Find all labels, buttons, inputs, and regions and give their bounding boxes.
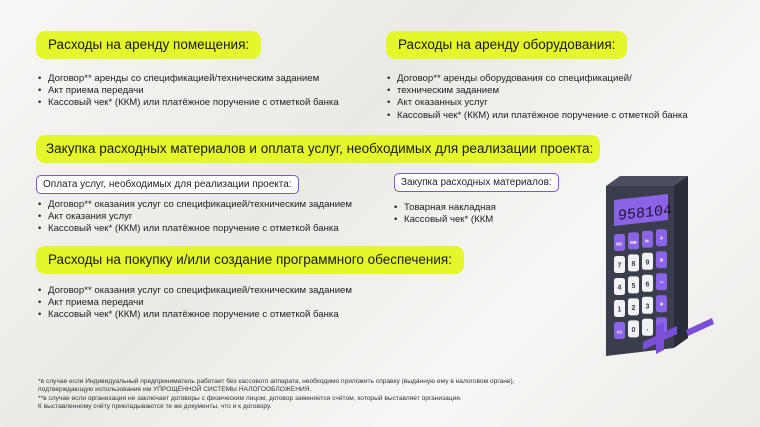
calculator-key-label: 3 — [645, 303, 650, 311]
list-item: • Акт приема передачи — [38, 85, 339, 97]
calculator-key-label: AC — [616, 329, 623, 335]
premises-title: Расходы на аренду помещения: — [36, 31, 261, 59]
list-item-continuation: • техническим заданием — [387, 85, 688, 97]
calculator-side — [674, 176, 688, 348]
calculator-key-label: . — [646, 325, 649, 333]
list-item: • Кассовый чек* (ККМ) или платёжное поручение с отметкой банка — [38, 309, 352, 321]
calculator-key-label: MR — [630, 239, 637, 245]
calculator-key-label: M- — [645, 238, 650, 244]
calculator-top — [606, 176, 688, 186]
services-subtitle: Оплата услуг, необходимых для реализации проекта: — [36, 175, 299, 194]
list-item: • Кассовый чек* (ККМ) или платёжное поручение с отметкой банка — [38, 223, 352, 235]
purchase-title: Закупка расходных материалов и оплата услуг, необходимых для реализации проекта: — [36, 135, 600, 163]
list-item: • Кассовый чек* (ККМ) или платёжное поручение с отметкой банка — [387, 110, 688, 122]
calculator-key-label: − — [659, 279, 664, 287]
list-item: • Договор** оказания услуг со спецификацией/техническим заданием — [38, 199, 352, 211]
materials-list — [394, 202, 496, 226]
list-item: • Акт оказания услуг — [38, 211, 352, 223]
premises-list — [38, 73, 339, 110]
services-list — [38, 199, 352, 236]
calculator-key-label: × — [659, 257, 664, 265]
calculator-key-label: 7 — [617, 262, 622, 270]
calculator-key-label: 1 — [617, 306, 622, 314]
footnote-line: К выставленному счёту прикладываются те же документы, что и к договору. — [38, 403, 272, 411]
materials-subtitle: Закупка расходных материалов: — [394, 173, 559, 192]
calculator-key-label: 5 — [631, 282, 636, 290]
equipment-title: Расходы на аренду оборудования: — [386, 31, 627, 59]
calculator-key-label: ÷ — [659, 235, 664, 243]
list-item: • Кассовый чек* (ККМ — [394, 214, 496, 226]
footnotes — [38, 378, 515, 412]
list-item: • Кассовый чек* (ККМ) или платёжное поручение с отметкой банка — [38, 97, 339, 109]
list-item: • Товарная накладная — [394, 202, 496, 214]
calculator-key-label: 8 — [631, 260, 636, 268]
software-title: Расходы на покупку и/или создание программного обеспечения: — [36, 246, 464, 274]
calculator-key-label: 0 — [631, 326, 636, 334]
calculator-illustration — [588, 170, 728, 370]
list-item: • Акт приема передачи — [38, 297, 352, 309]
calculator-key-label: 6 — [645, 281, 650, 289]
footnote-line: **в случае если организация не заключает договоры с физическим лицом, договор заменяется счётом, который выставляет организация. — [38, 394, 462, 402]
list-item: • Договор** оказания услуг со спецификацией/техническим заданием — [38, 285, 352, 297]
calculator-key-label: 4 — [617, 284, 622, 292]
calculator-display-text: 958104 — [618, 201, 672, 225]
footnote-line: *в случае если Индивидуальный предприниматель работает без кассового аппарата, необходимо приложить справку (выданную ему в налоговом органе), — [38, 378, 515, 385]
calculator-key-label: + — [659, 301, 664, 309]
list-item: • Договор** аренды оборудования со спецификацией/ — [387, 73, 688, 85]
footnote-line: подтверждающую использование им УПРОЩЁННОЙ СИСТЕМЫ НАЛОГООБЛОЖЕНИЯ. — [38, 386, 312, 394]
list-item: • Договор** аренды со спецификацией/техническим заданием — [38, 73, 339, 85]
equipment-list — [387, 73, 688, 122]
list-item: • Акт оказанных услуг — [387, 97, 688, 109]
minus-icon — [686, 318, 714, 336]
software-list — [38, 285, 352, 322]
calculator-key-label: 9 — [645, 259, 650, 267]
calculator-key-label: 2 — [631, 304, 636, 312]
calculator-key-label: MC — [616, 241, 623, 247]
